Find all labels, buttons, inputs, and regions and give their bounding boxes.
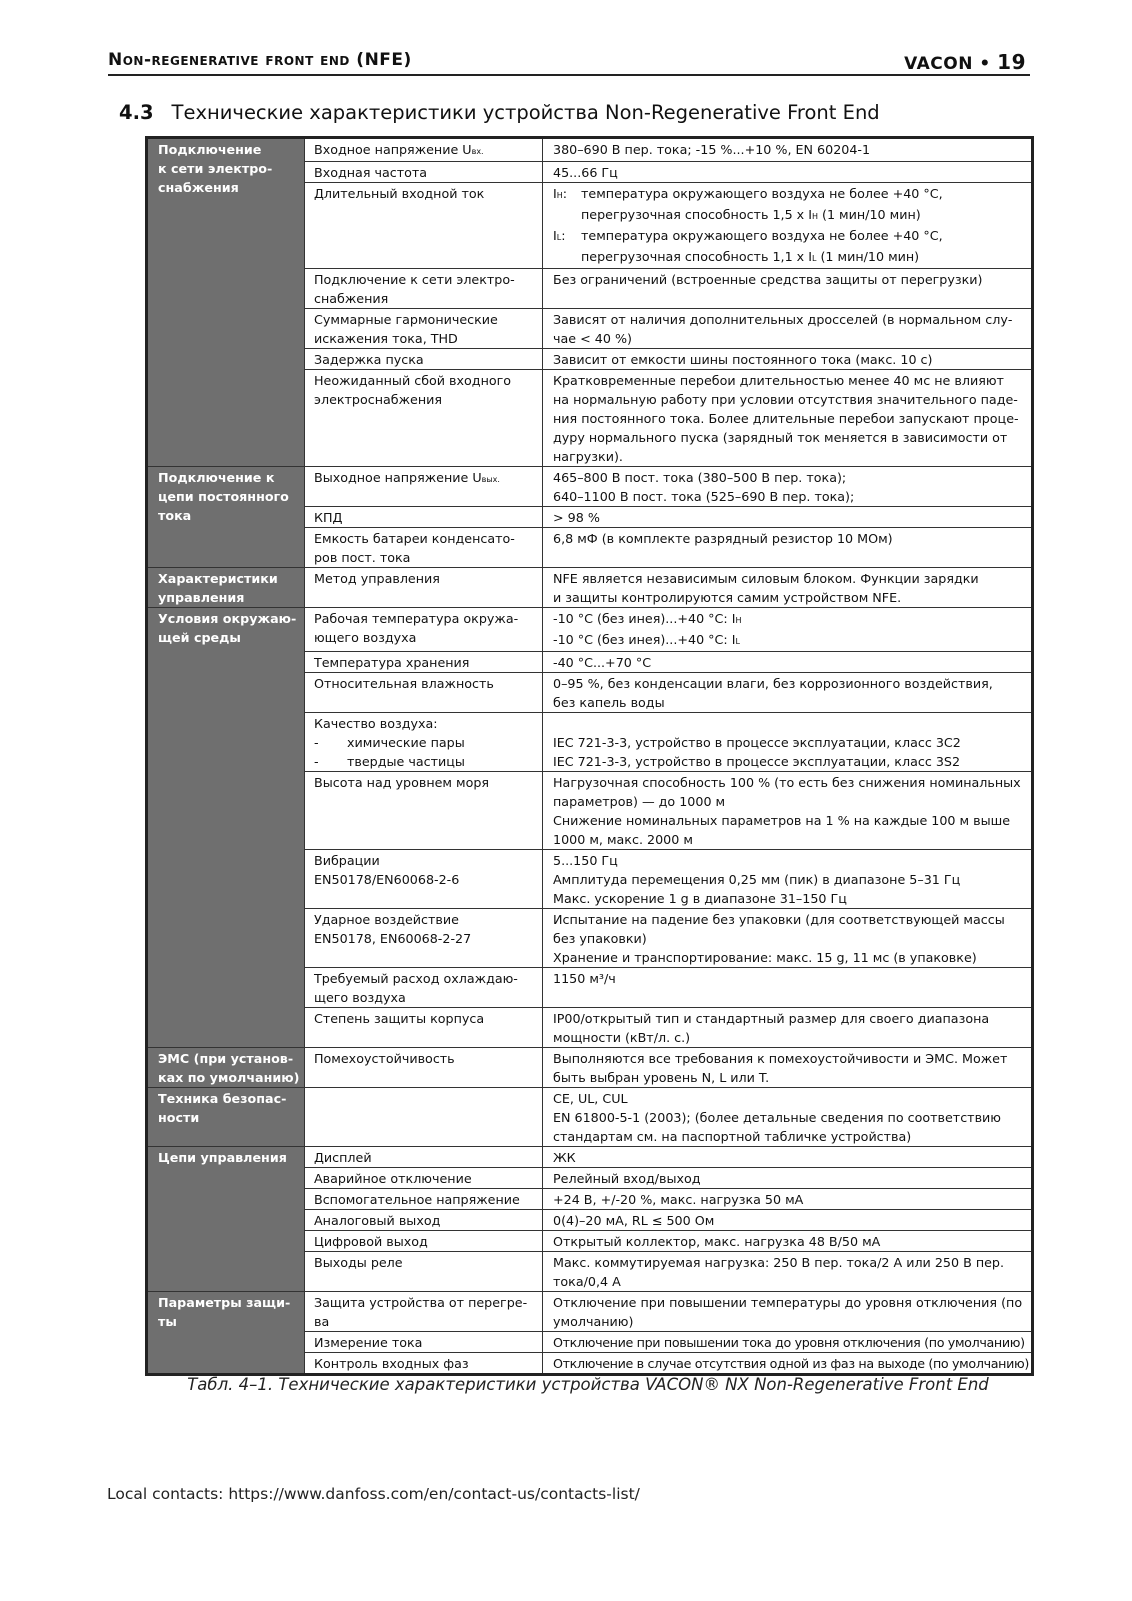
parameter-label: Метод управления	[314, 571, 440, 586]
value-line: Снижение номинальных параметров на 1 % на каждые 100 м выше	[553, 813, 1011, 828]
value-line: +24 В, +/-20 %, макс. нагрузка 50 мА	[553, 1192, 804, 1207]
value-line: 465–800 В пост. тока (380–500 В пер. тока);	[553, 470, 847, 485]
parameter-label: Аналоговый выход	[314, 1213, 441, 1228]
table-row	[147, 608, 1033, 652]
value-cell	[543, 608, 1033, 652]
parameter-label: Высота над уровнем моря	[314, 775, 490, 790]
parameter-cell	[305, 1008, 543, 1048]
value-text: температура окружающего воздуха не более +40 °C,	[581, 228, 943, 243]
parameter-label: Входная частота	[314, 165, 428, 180]
value-cell	[543, 269, 1033, 309]
parameter-list-item	[314, 733, 542, 752]
page-header	[108, 50, 1030, 76]
category-cell	[147, 568, 305, 608]
category-cell	[147, 1292, 305, 1375]
parameter-label: Вибрации	[314, 853, 380, 868]
parameter-label: Емкость батареи конденсато-	[314, 531, 515, 546]
parameter-label: Цифровой выход	[314, 1234, 428, 1249]
parameter-subscript: вх.	[471, 147, 484, 156]
table-row	[147, 1147, 1033, 1168]
current-symbol: I	[553, 228, 557, 243]
parameter-label: Суммарные гармонические	[314, 312, 498, 327]
category-label: цепи постоянного	[158, 489, 289, 504]
value-text: перегрузочная способность 1,5 x I	[581, 207, 812, 222]
value-cell	[543, 1168, 1033, 1189]
value-subscript: L	[811, 254, 817, 263]
header-brand-page	[904, 50, 1026, 74]
value-line: на нормальную работу при условии отсутствия значительного паде-	[553, 392, 1018, 407]
value-cell	[543, 713, 1033, 772]
value-text: -10 °C (без инея)...+40 °C: I	[553, 611, 736, 626]
value-line: Отключение при повышении тока до уровня отключения (по умолчанию)	[553, 1335, 1025, 1350]
parameter-label: снабжения	[314, 291, 389, 306]
table-caption: Табл. 4–1. Технические характеристики устройства VACON® NX Non-Regenerative Front End	[187, 1375, 989, 1394]
value-cell	[543, 850, 1033, 909]
value-text: -10 °C (без инея)...+40 °C: I	[553, 632, 736, 647]
value-line: Испытание на падение без упаковки (для соответствующей массы	[553, 912, 1005, 927]
parameter-cell	[305, 138, 543, 162]
parameter-cell	[305, 713, 543, 772]
parameter-subscript: вых.	[481, 475, 500, 484]
value-line: IP00/открытый тип и стандартный размер для своего диапазона	[553, 1011, 990, 1026]
value-line: Зависит от емкости шины постоянного тока (макс. 10 с)	[553, 352, 933, 367]
parameter-label: Помехоустойчивость	[314, 1051, 455, 1066]
parameter-cell	[305, 1353, 543, 1375]
value-line: без капель воды	[553, 695, 665, 710]
parameter-label: Вспомогательное напряжение	[314, 1192, 520, 1207]
value-cell	[543, 968, 1033, 1008]
table-row	[147, 1048, 1033, 1088]
value-cell	[543, 507, 1033, 528]
current-key	[553, 184, 581, 205]
value-subscript: H	[811, 212, 818, 221]
value-cell	[543, 673, 1033, 713]
value-line: 1000 м, макс. 2000 м	[553, 832, 693, 847]
current-symbol: I	[553, 186, 557, 201]
category-cell	[147, 1088, 305, 1147]
category-cell	[147, 1147, 305, 1292]
value-text: температура окружающего воздуха не более +40 °C,	[581, 186, 943, 201]
parameter-label: Выходы реле	[314, 1255, 403, 1270]
value-line: быть выбран уровень N, L или T.	[553, 1070, 770, 1085]
category-label: Характеристики	[158, 571, 278, 586]
value-line: 45...66 Гц	[553, 165, 618, 180]
value-line: 6,8 мФ (в комплекте разрядный резистор 10 МОм)	[553, 531, 893, 546]
value-line: 0–95 %, без конденсации влаги, без коррозионного воздействия,	[553, 676, 993, 691]
parameter-label: Защита устройства от перегре-	[314, 1295, 528, 1310]
value-text: перегрузочная способность 1,1 x I	[581, 249, 812, 264]
parameter-label: Неожиданный сбой входного	[314, 373, 512, 388]
value-line: Без ограничений (встроенные средства защиты от перегрузки)	[553, 272, 983, 287]
category-label: Параметры защи-	[158, 1295, 291, 1310]
parameter-label: Относительная влажность	[314, 676, 494, 691]
value-line	[553, 184, 1031, 205]
parameter-cell	[305, 1147, 543, 1168]
value-line: стандартам см. на паспортной табличке устройства)	[553, 1129, 912, 1144]
list-text: твердые частицы	[347, 754, 465, 769]
footer-contacts: Local contacts: https://www.danfoss.com/en/contact-us/contacts-list/	[107, 1485, 640, 1503]
parameter-label: ров пост. тока	[314, 550, 411, 565]
parameter-cell	[305, 309, 543, 349]
category-label: тока	[158, 508, 192, 523]
category-label: управления	[158, 590, 245, 605]
section-heading	[119, 101, 1029, 124]
category-label: ты	[158, 1314, 177, 1329]
parameter-text: Входное напряжение U	[314, 142, 472, 157]
value-line: ЖК	[553, 1150, 576, 1165]
parameter-cell	[305, 1231, 543, 1252]
current-colon: :	[562, 186, 568, 201]
parameter-cell	[305, 349, 543, 370]
parameter-cell	[305, 1189, 543, 1210]
parameter-text: Выходное напряжение U	[314, 470, 482, 485]
parameter-label: Контроль входных фаз	[314, 1356, 469, 1371]
table-row	[147, 467, 1033, 507]
parameter-cell	[305, 568, 543, 608]
table-row	[147, 1292, 1033, 1332]
category-label: Подключение к	[158, 470, 275, 485]
value-line: умолчанию)	[553, 1314, 634, 1329]
value-line: Амплитуда перемещения 0,25 мм (пик) в диапазоне 5–31 Гц	[553, 872, 961, 887]
value-line: CE, UL, CUL	[553, 1091, 628, 1106]
value-line: Зависят от наличия дополнительных дросселей (в нормальном слу-	[553, 312, 1013, 327]
parameter-label: щего воздуха	[314, 990, 406, 1005]
value-line: ния постоянного тока. Более длительные перебои запускают проце-	[553, 411, 1019, 426]
parameter-cell	[305, 608, 543, 652]
value-cell	[543, 309, 1033, 349]
value-cell	[543, 568, 1033, 608]
value-line: дуру нормального пуска (зарядный ток меняется в зависимости от	[553, 430, 1008, 445]
parameter-cell	[305, 652, 543, 673]
parameter-label: Ударное воздействие	[314, 912, 459, 927]
value-line	[553, 609, 1031, 630]
value-line	[553, 247, 1031, 268]
value-line: мощности (кВт/л. с.)	[553, 1030, 691, 1045]
value-line: Релейный вход/выход	[553, 1171, 701, 1186]
parameter-list-item	[314, 752, 542, 771]
value-cell	[543, 1252, 1033, 1292]
parameter-label: Аварийное отключение	[314, 1171, 472, 1186]
category-cell	[147, 1048, 305, 1088]
parameter-cell	[305, 1168, 543, 1189]
value-subscript: L	[735, 637, 740, 646]
category-label: Цепи управления	[158, 1150, 287, 1165]
parameter-cell	[305, 1252, 543, 1292]
value-cell	[543, 1189, 1033, 1210]
parameter-cell	[305, 370, 543, 467]
parameter-label: Степень защиты корпуса	[314, 1011, 485, 1026]
parameter-cell	[305, 1088, 543, 1147]
parameter-label: Длительный входной ток	[314, 186, 485, 201]
value-text: (1 мин/10 мин)	[816, 249, 920, 264]
current-key	[553, 226, 581, 247]
parameter-label: КПД	[314, 510, 343, 525]
parameter-cell	[305, 850, 543, 909]
value-cell	[543, 772, 1033, 850]
value-cell	[543, 349, 1033, 370]
header-title: Non-regenerative front end (NFE)	[108, 50, 412, 70]
parameter-label: ющего воздуха	[314, 630, 417, 645]
parameter-label: искажения тока, THD	[314, 331, 458, 346]
value-subscript: H	[735, 616, 742, 625]
category-label: ках по умолчанию)	[158, 1070, 300, 1085]
value-line: 0(4)–20 мА, RL ≤ 500 Ом	[553, 1213, 715, 1228]
value-cell	[543, 138, 1033, 162]
parameter-label	[314, 140, 542, 161]
category-cell	[147, 138, 305, 467]
parameter-cell	[305, 162, 543, 183]
value-line: Отключение при повышении температуры до уровня отключения (по	[553, 1295, 1023, 1310]
list-dash: -	[314, 754, 319, 769]
value-cell	[543, 370, 1033, 467]
parameter-cell	[305, 1048, 543, 1088]
value-line: 1150 м³/ч	[553, 971, 616, 986]
current-subscript: L	[556, 233, 562, 242]
parameter-label: ва	[314, 1314, 330, 1329]
value-line: Хранение и транспортирование: макс. 15 g, 11 мс (в упаковке)	[553, 950, 977, 965]
value-cell	[543, 162, 1033, 183]
parameter-cell	[305, 968, 543, 1008]
parameter-cell	[305, 528, 543, 568]
value-text: (1 мин/10 мин)	[817, 207, 921, 222]
category-label: Подключение	[158, 142, 262, 157]
value-line: IEC 721-3-3, устройство в процессе эксплуатации, класс 3S2	[553, 754, 961, 769]
parameter-label: Температура хранения	[314, 655, 470, 670]
value-line: нагрузки).	[553, 449, 623, 464]
table-row	[147, 568, 1033, 608]
section-title: Технические характеристики устройства Non-Regenerative Front End	[171, 101, 880, 124]
value-line: Отключение в случае отсутствия одной из фаз на выходе (по умолчанию)	[553, 1356, 1029, 1371]
value-line: параметров) — до 1000 м	[553, 794, 726, 809]
section-number: 4.3	[119, 101, 154, 124]
value-line: Макс. коммутируемая нагрузка: 250 В пер. тока/2 А или 250 В пер.	[553, 1255, 1005, 1270]
value-cell	[543, 1332, 1033, 1353]
value-line	[553, 226, 1031, 247]
parameter-label: EN50178/EN60068-2-6	[314, 872, 460, 887]
value-line: Нагрузочная способность 100 % (то есть без снижения номинальных	[553, 775, 1021, 790]
category-label: ности	[158, 1110, 200, 1125]
value-line: Открытый коллектор, макс. нагрузка 48 В/50 мА	[553, 1234, 881, 1249]
value-line: 640–1100 В пост. тока (525–690 В пер. тока);	[553, 489, 855, 504]
value-line: тока/0,4 А	[553, 1274, 621, 1289]
value-line: Выполняются все требования к помехоустойчивости и ЭМС. Может	[553, 1051, 1008, 1066]
value-cell	[543, 183, 1033, 269]
header-bullet: •	[979, 54, 991, 74]
value-line: NFE является независимым силовым блоком. Функции зарядки	[553, 571, 979, 586]
parameter-cell	[305, 673, 543, 713]
parameter-cell	[305, 772, 543, 850]
value-cell	[543, 1147, 1033, 1168]
parameter-label: Измерение тока	[314, 1335, 423, 1350]
category-label: к сети электро-	[158, 161, 273, 176]
category-label: щей среды	[158, 630, 241, 645]
table-row	[147, 138, 1033, 162]
table-row	[147, 1088, 1033, 1147]
value-cell	[543, 1353, 1033, 1375]
current-subscript: H	[556, 191, 563, 200]
category-label: Условия окружаю-	[158, 611, 297, 626]
value-line: 380–690 В пер. тока; -15 %...+10 %, EN 60204-1	[553, 142, 871, 157]
specifications-table	[145, 136, 1034, 1376]
parameter-label: Качество воздуха:	[314, 716, 438, 731]
list-dash: -	[314, 735, 319, 750]
value-line: 5...150 Гц	[553, 853, 618, 868]
value-line: Макс. ускорение 1 g в диапазоне 31–150 Гц	[553, 891, 847, 906]
value-line: и защиты контролируются самим устройством NFE.	[553, 590, 902, 605]
parameter-label: EN50178, EN60068-2-27	[314, 931, 472, 946]
value-cell	[543, 652, 1033, 673]
current-colon: :	[561, 228, 566, 243]
value-cell	[543, 528, 1033, 568]
category-label: Техника безопас-	[158, 1091, 287, 1106]
category-cell	[147, 467, 305, 568]
parameter-cell	[305, 269, 543, 309]
value-line: -40 °C...+70 °C	[553, 655, 652, 670]
category-label: снабжения	[158, 180, 239, 195]
parameter-label: электроснабжения	[314, 392, 443, 407]
value-line	[553, 205, 1031, 226]
parameter-label: Подключение к сети электро-	[314, 272, 515, 287]
value-line: IEC 721-3-3, устройство в процессе эксплуатации, класс 3C2	[553, 735, 961, 750]
value-line: > 98 %	[553, 510, 600, 525]
parameter-label: Дисплей	[314, 1150, 372, 1165]
value-cell	[543, 467, 1033, 507]
parameter-cell	[305, 507, 543, 528]
parameter-cell	[305, 1332, 543, 1353]
value-cell	[543, 1048, 1033, 1088]
value-line: Кратковременные перебои длительностью менее 40 мс не влияют	[553, 373, 1004, 388]
value-cell	[543, 1292, 1033, 1332]
value-line: чае < 40 %)	[553, 331, 632, 346]
parameter-label	[314, 468, 542, 489]
value-line: EN 61800-5-1 (2003); (более детальные сведения по соответствию	[553, 1110, 1001, 1125]
value-line	[553, 630, 1031, 651]
parameter-cell	[305, 1210, 543, 1231]
category-cell	[147, 608, 305, 1048]
value-cell	[543, 1210, 1033, 1231]
header-brand: VACON	[904, 54, 973, 74]
value-cell	[543, 909, 1033, 968]
value-cell	[543, 1231, 1033, 1252]
value-cell	[543, 1008, 1033, 1048]
parameter-label: Рабочая температура окружа-	[314, 611, 519, 626]
parameter-label: Задержка пуска	[314, 352, 424, 367]
parameter-label: Требуемый расход охлаждаю-	[314, 971, 518, 986]
value-line: без упаковки)	[553, 931, 647, 946]
parameter-cell	[305, 1292, 543, 1332]
parameter-cell	[305, 909, 543, 968]
page-number: 19	[997, 50, 1026, 74]
parameter-cell	[305, 183, 543, 269]
parameter-cell	[305, 467, 543, 507]
value-cell	[543, 1088, 1033, 1147]
category-label: ЭМС (при установ-	[158, 1051, 294, 1066]
list-text: химические пары	[347, 735, 465, 750]
value-line	[553, 714, 1031, 733]
